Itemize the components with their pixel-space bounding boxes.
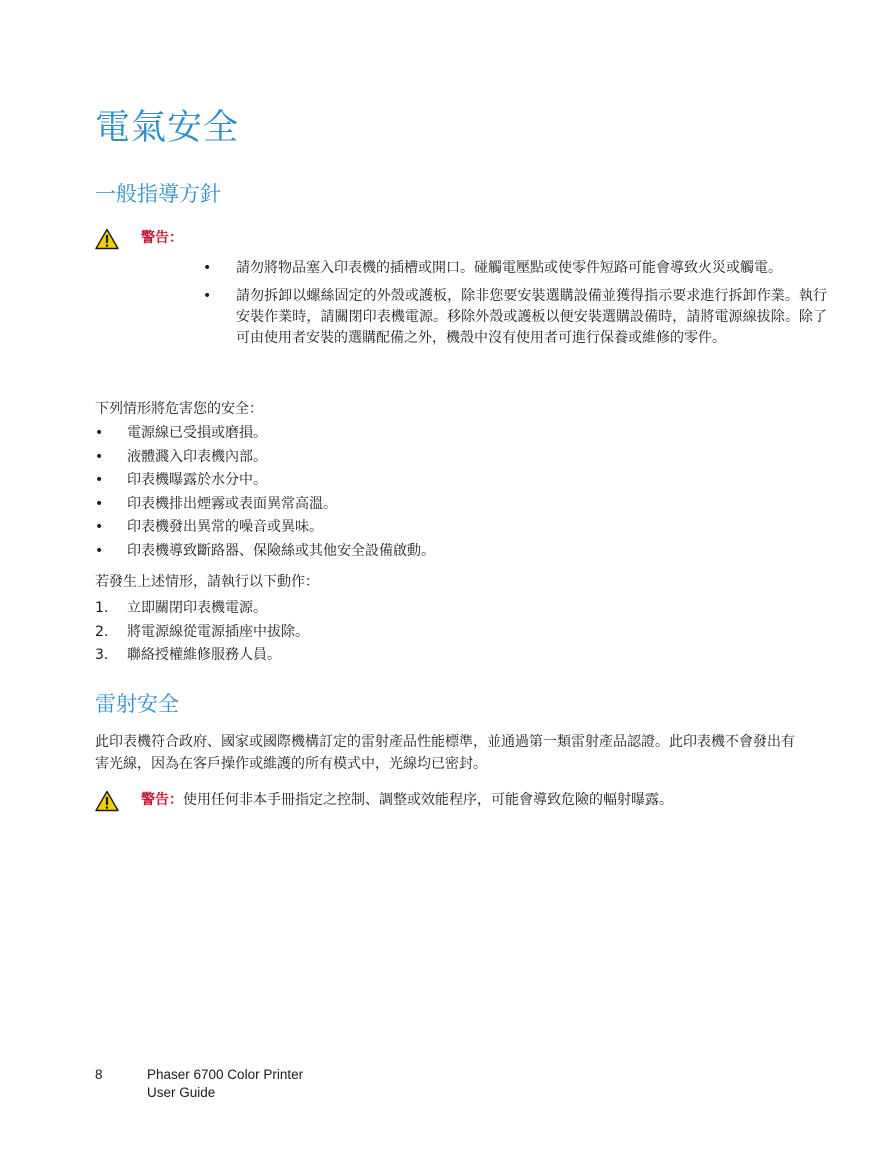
- bullet-icon: •: [95, 519, 104, 535]
- footer-document-info: [147, 1066, 303, 1102]
- warning-list-item: • 請勿將物品塞入印表機的插槽或開口。碰觸電壓點或使零件短路可能會導致火災或觸電。: [203, 258, 827, 279]
- action-list-item: 3. 聯絡授權維修服務人員。: [95, 647, 281, 663]
- page-number: 8: [95, 1067, 103, 1082]
- hazards-intro: 下列情形將危害您的安全：: [95, 401, 263, 417]
- laser-warning-text: 使用任何非本手冊指定之控制、調整或效能程序，可能會導致危險的輻射曝露。: [183, 792, 673, 808]
- action-list-item: 1. 立即關閉印表機電源。: [95, 600, 267, 616]
- warning-label: 警告：: [141, 792, 183, 808]
- bullet-icon: •: [203, 260, 212, 276]
- bullet-icon: •: [95, 495, 104, 512]
- warning-list-item: • 請勿拆卸以螺絲固定的外殼或護板，除非您要安裝選購設備並獲得指示要求進行拆卸作業。執行安裝作業時，請關閉印表機電源。移除外殼或護板以便安裝選購設備時，請將電源線拔除。除了可由使用者安裝的選購配備之外，機殼中沒有使用者可進行保養或維修的零件。: [203, 288, 827, 346]
- bullet-icon: •: [95, 542, 104, 559]
- footer-guide-name: User Guide: [147, 1085, 216, 1100]
- general-guidelines-heading: 一般指導方針: [95, 182, 221, 206]
- actions-intro: 若發生上述情形，請執行以下動作：: [95, 574, 319, 590]
- hazard-list-item: • 印表機導致斷路器、保險絲或其他安全設備啟動。: [95, 540, 435, 564]
- bullet-icon: •: [95, 472, 104, 488]
- general-warning: [95, 228, 183, 250]
- warning-triangle-icon: [95, 228, 119, 250]
- hazard-list-item: • 印表機曝露於水分中。: [95, 469, 435, 493]
- hazard-list-item: • 印表機發出異常的噪音或異味。: [95, 516, 435, 540]
- warning-label: 警告：: [141, 230, 183, 246]
- laser-warning: [95, 790, 673, 812]
- bullet-icon: •: [203, 288, 212, 304]
- hazard-list-item: • 印表機排出煙霧或表面異常高溫。: [95, 493, 435, 517]
- footer-product-name: Phaser 6700 Color Printer: [147, 1067, 304, 1082]
- hazard-list-item: • 液體濺入印表機內部。: [95, 446, 435, 470]
- bullet-icon: •: [95, 425, 104, 441]
- laser-safety-heading: 雷射安全: [95, 692, 179, 716]
- page-title: 電氣安全: [95, 108, 240, 148]
- hazard-list-item: • 電源線已受損或磨損。: [95, 422, 435, 446]
- warning-triangle-icon: [95, 790, 119, 812]
- laser-safety-body: 此印表機符合政府、國家或國際機構訂定的雷射產品性能標準，並通過第一類雷射產品認證。此印表機不會發出有害光線，因為在客戶操作或維護的所有模式中，光線均已密封。: [95, 734, 795, 772]
- bullet-icon: •: [95, 448, 104, 465]
- action-list-item: 2. 將電源線從電源插座中拔除。: [95, 623, 309, 640]
- hazard-list: [95, 422, 435, 563]
- warning-list: [203, 258, 827, 356]
- action-list: [95, 597, 309, 668]
